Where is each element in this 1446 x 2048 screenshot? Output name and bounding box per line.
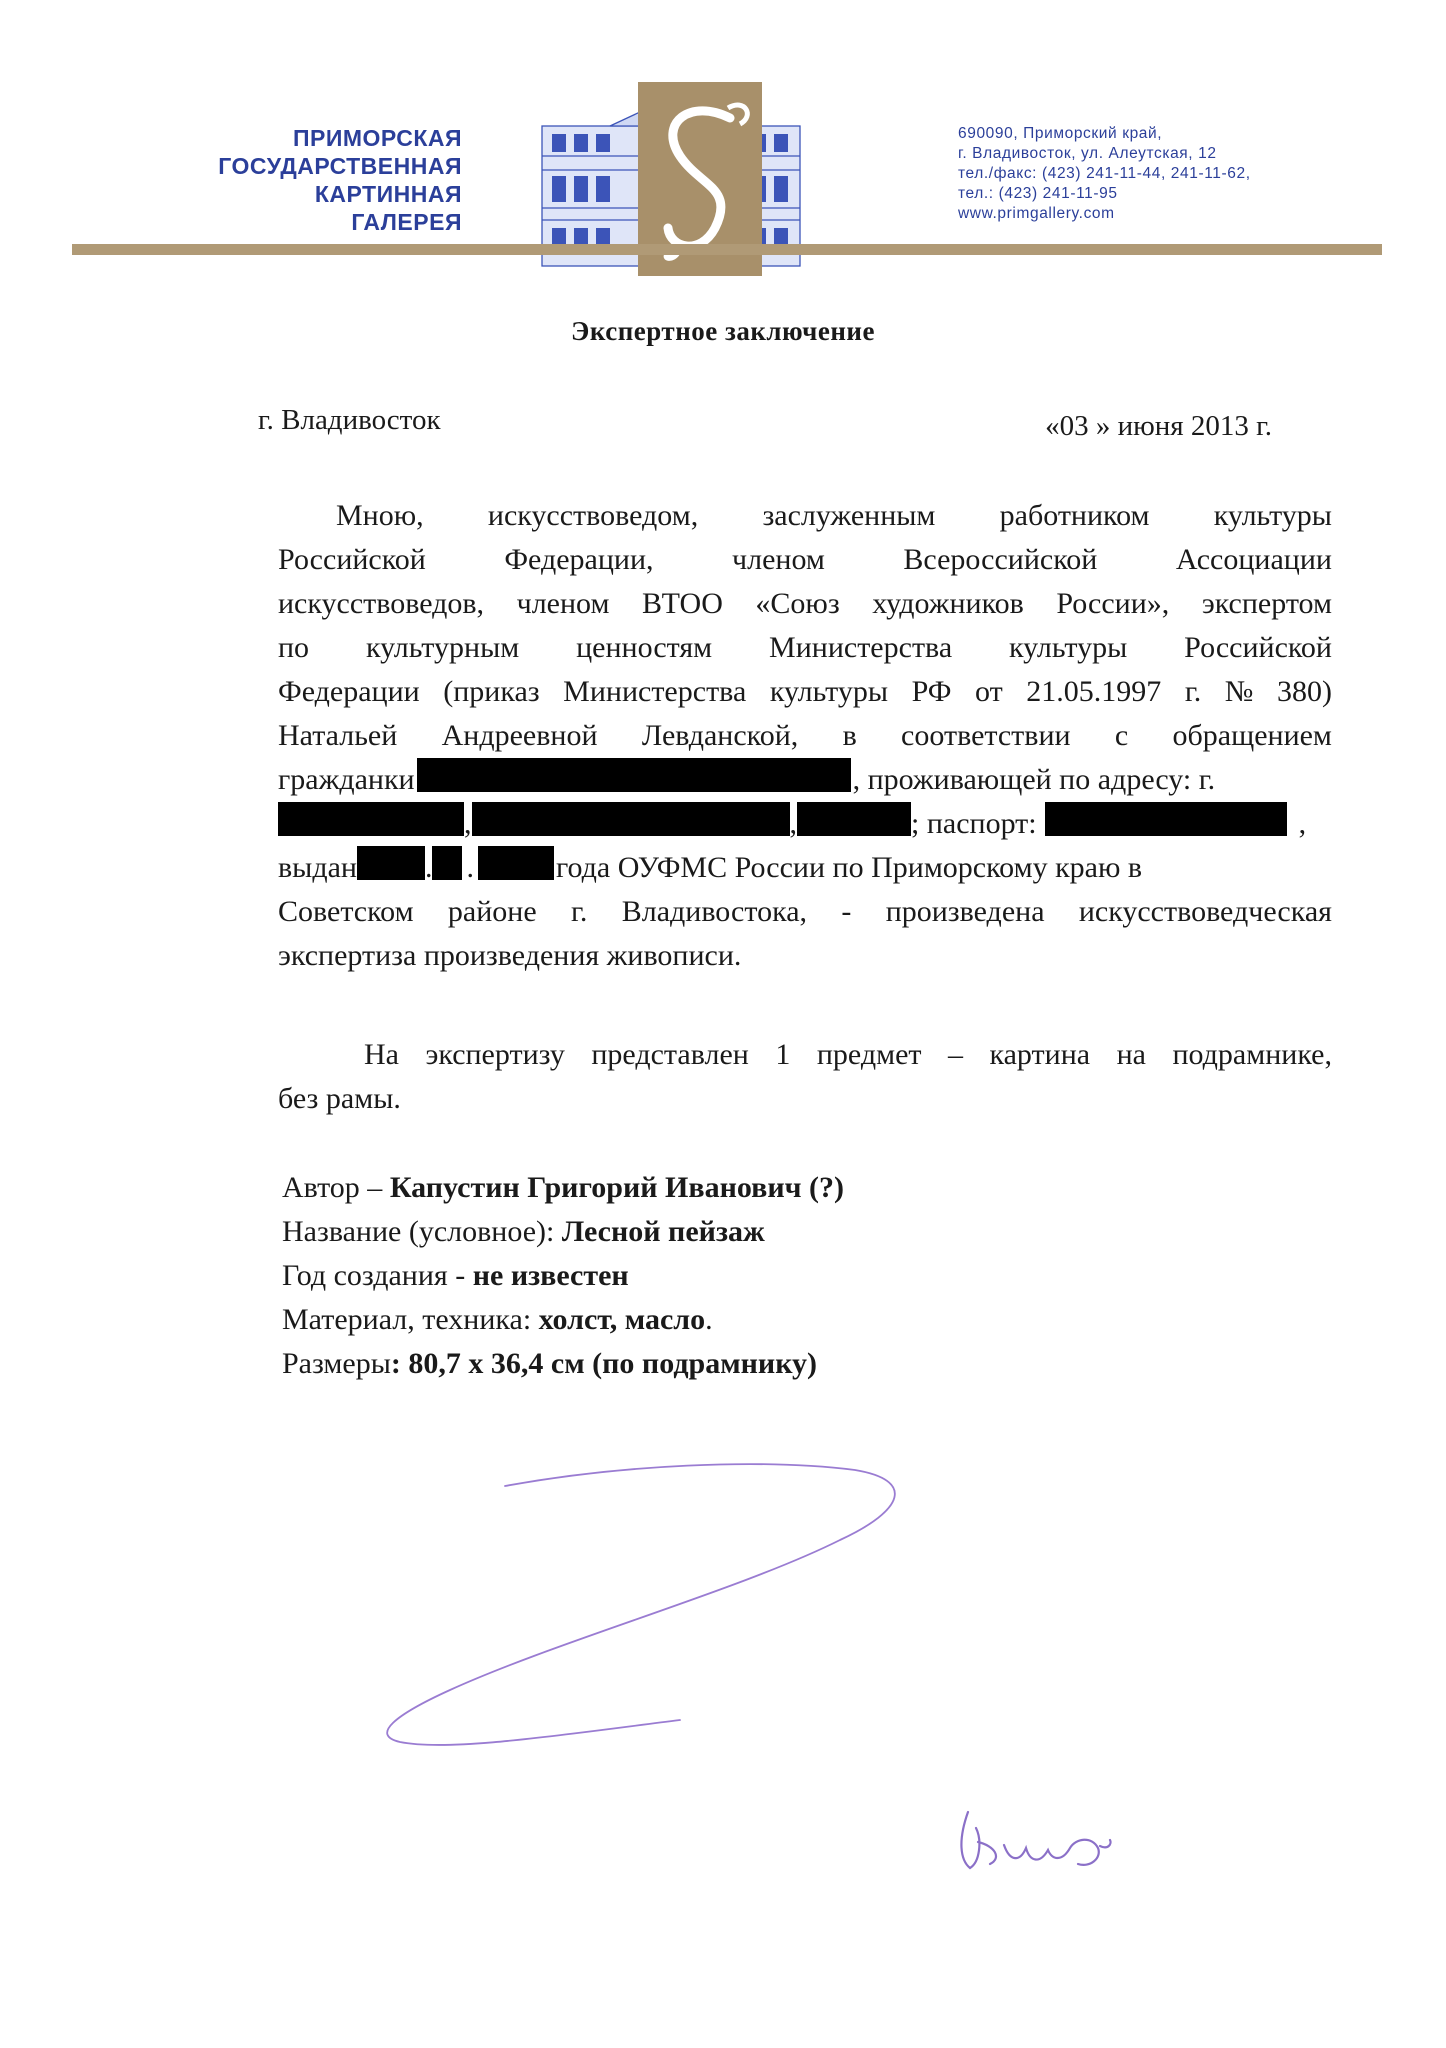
detail-label: Материал, техника:: [282, 1303, 539, 1336]
word: работником: [999, 499, 1150, 532]
redaction-box: [357, 846, 425, 880]
detail-label: .: [705, 1303, 713, 1336]
word: на: [1116, 1038, 1146, 1071]
word: (приказ: [443, 675, 540, 708]
text-line: [278, 494, 1332, 538]
word: 21.05.1997: [1026, 675, 1162, 708]
detail-title: [282, 1210, 844, 1254]
detail-material: [282, 1298, 844, 1342]
redaction-box: [417, 758, 851, 792]
redaction-box: [278, 802, 464, 836]
word: РФ: [911, 675, 952, 708]
word: ,: [789, 807, 797, 840]
detail-label: Автор –: [282, 1171, 390, 1204]
gallery-name: [140, 124, 462, 236]
word: ,: [464, 807, 472, 840]
word: г.: [1184, 675, 1202, 708]
word: На: [364, 1038, 399, 1071]
word: Российской: [1184, 631, 1332, 664]
word: представлен: [591, 1038, 749, 1071]
word: Федерации,: [504, 543, 654, 576]
word: ,: [1298, 807, 1307, 840]
word: Министерства: [563, 675, 747, 708]
text-line: [278, 1033, 1332, 1077]
text-line: [278, 714, 1332, 758]
word: Мною,: [336, 499, 424, 532]
word: Левданской,: [641, 719, 799, 752]
text-line: [278, 934, 1332, 978]
word: произведена: [885, 895, 1045, 928]
word: Советском: [278, 895, 414, 928]
word: №: [1224, 675, 1254, 708]
word: ценностям: [576, 631, 713, 664]
text-line: [278, 626, 1332, 670]
detail-year: [282, 1254, 844, 1298]
word: Натальей: [278, 719, 398, 752]
word: предмет: [816, 1038, 922, 1071]
document-title: Экспертное заключение: [571, 316, 875, 346]
document-date: «03 » июня 2013 г.: [1045, 410, 1272, 442]
word: гражданки: [278, 763, 415, 796]
word: -: [841, 895, 852, 928]
gallery-address: [958, 124, 1388, 224]
word: подрамнике,: [1172, 1038, 1332, 1071]
document-city: г. Владивосток: [258, 404, 441, 436]
text-line: [278, 670, 1332, 714]
word: экспертом: [1201, 587, 1332, 620]
gallery-name-line: КАРТИННАЯ: [314, 181, 462, 207]
text-line: [278, 846, 1332, 890]
word: 380): [1276, 675, 1332, 708]
text-line: [278, 582, 1332, 626]
word: членом: [516, 587, 610, 620]
word: России»,: [1056, 587, 1170, 620]
word: искусствоведом,: [487, 499, 699, 532]
gallery-name-line: ГОСУДАРСТВЕННАЯ: [218, 153, 462, 179]
text-line: [278, 758, 1332, 802]
body-paragraph: [278, 1033, 1332, 1121]
detail-author: [282, 1166, 844, 1210]
word: Ассоциации: [1175, 543, 1332, 576]
word: искусствоведческая: [1078, 895, 1332, 928]
text-line: [278, 538, 1332, 582]
word: культуры: [1213, 499, 1332, 532]
redaction-box: [478, 846, 554, 880]
word: соответствии: [901, 719, 1071, 752]
text-line: [278, 890, 1332, 934]
redaction-box: [432, 846, 462, 880]
detail-label: Название (условное):: [282, 1215, 562, 1248]
word: культуры: [769, 675, 889, 708]
address-line: тел.: (423) 241-11-95: [958, 185, 1118, 202]
word: художников: [872, 587, 1024, 620]
word: по: [278, 631, 310, 664]
header-divider: [72, 244, 1382, 255]
word: от: [975, 675, 1003, 708]
text-line: [278, 1077, 1332, 1121]
address-line: 690090, Приморский край,: [958, 125, 1163, 142]
artwork-details: [282, 1166, 844, 1386]
detail-label: Размеры: [282, 1347, 391, 1380]
detail-label: Год создания -: [282, 1259, 473, 1292]
signature-flourish: [387, 1464, 895, 1745]
address-line: тел./факс: (423) 241-11-44, 241-11-62,: [958, 165, 1251, 182]
word: .: [424, 851, 433, 884]
word: г.: [570, 895, 588, 928]
word: Министерства: [769, 631, 953, 664]
word: –: [948, 1038, 963, 1071]
word: Всероссийской: [903, 543, 1098, 576]
word: картина: [989, 1038, 1091, 1071]
word: Федерации: [278, 675, 420, 708]
body-paragraph: [278, 494, 1332, 978]
word: без рамы.: [278, 1082, 401, 1115]
gallery-name-line: ПРИМОРСКАЯ: [292, 125, 462, 151]
word: ; паспорт:: [911, 807, 1037, 840]
word: членом: [732, 543, 825, 576]
word: в: [842, 719, 857, 752]
word: Российской: [278, 543, 426, 576]
detail-value: Лесной пейзаж: [561, 1215, 765, 1248]
word: обращением: [1172, 719, 1332, 752]
word: заслуженным: [762, 499, 936, 532]
word: Андреевной: [441, 719, 598, 752]
detail-value: не известен: [472, 1259, 629, 1292]
word: ВТОО: [642, 587, 723, 620]
signature-initials: [961, 1812, 1110, 1868]
text-line: [278, 802, 1332, 846]
detail-value: : 80,7 х 36,4 см (по подрамнику): [390, 1347, 818, 1380]
word: 1: [775, 1038, 791, 1071]
detail-size: [282, 1342, 844, 1386]
redaction-box: [1045, 802, 1287, 836]
word: культуры: [1009, 631, 1128, 664]
word: , проживающей по адресу: г.: [852, 763, 1216, 796]
redaction-box: [472, 802, 790, 836]
word: искусствоведов,: [278, 587, 485, 620]
word: культурным: [365, 631, 520, 664]
word: года ОУФМС России по Приморскому краю в: [555, 851, 1143, 884]
word: .: [466, 851, 474, 884]
detail-value: Капустин Григорий Иванович (?): [389, 1171, 845, 1204]
website-link: www.primgallery.com: [958, 205, 1115, 222]
detail-value: холст, масло: [538, 1303, 706, 1336]
word: Владивостока,: [621, 895, 808, 928]
address-line: г. Владивосток, ул. Алеутская, 12: [958, 145, 1217, 162]
word: районе: [447, 895, 537, 928]
word: выдан: [278, 851, 357, 884]
word: «Союз: [755, 587, 840, 620]
word: с: [1114, 719, 1129, 752]
word: экспертизу: [425, 1038, 565, 1071]
word: экспертиза произведения живописи.: [278, 939, 742, 972]
gallery-name-line: ГАЛЕРЕЯ: [351, 209, 462, 235]
redaction-box: [797, 802, 911, 836]
